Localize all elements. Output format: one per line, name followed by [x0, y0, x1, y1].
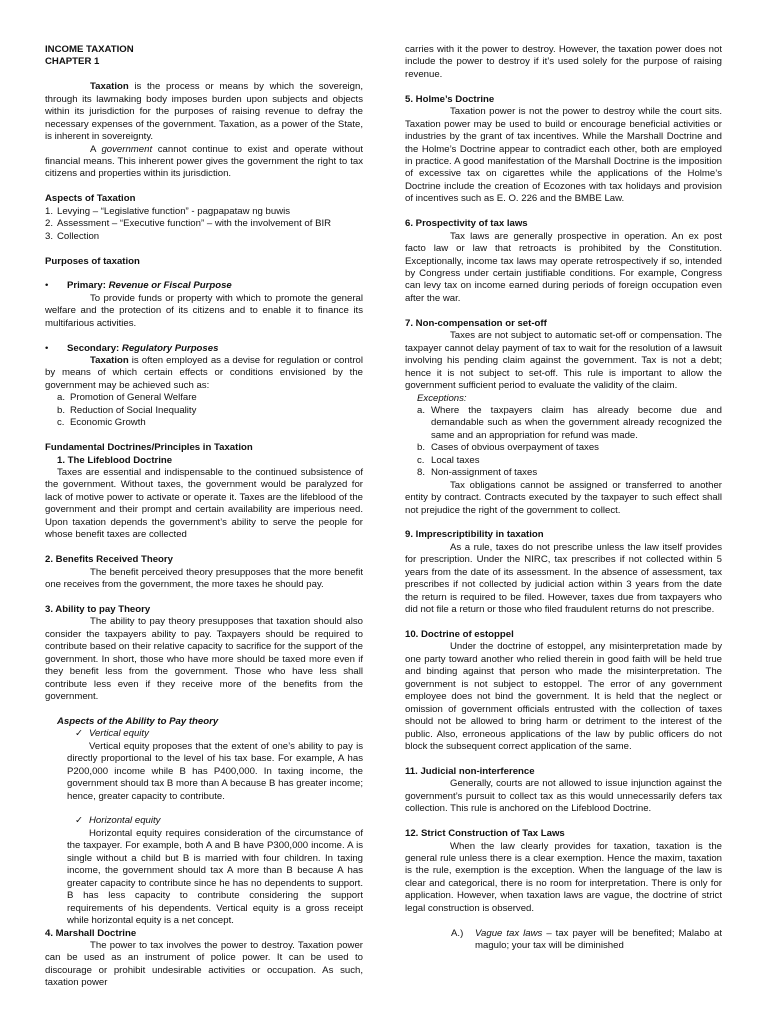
- check-icon: ✓: [75, 728, 84, 740]
- horizontal-equity-text: Horizontal equity requires consideration of the circumstance of the taxpayer. For example, both A and B have P300,000 income. A is single without a child but B is married with four children. In taxing income, the government should tax A more than B because A has greater capacity to contribute since he has no dependents to support. B has less capacity to contribute considering the support requirements of his dependents. Vertical equity is a gross receipt while horizontal equity is a net concept.: [67, 827, 363, 927]
- doctrine-9-heading: 9. Imprescriptibility in taxation: [405, 529, 544, 541]
- right-column: [405, 44, 722, 953]
- doctrine-11-heading: 11. Judicial non-interference: [405, 765, 535, 777]
- list-item: 1. Levying – “Legislative function” - pagpapataw ng buwis: [45, 205, 291, 217]
- list-item: c. Economic Growth: [57, 417, 146, 429]
- vague-tax-laws-item: A.) Vague tax laws – tax payer will be benefited; Malabo at magulo; your tax will be diminished: [451, 927, 722, 952]
- doctrine-2-text: The benefit perceived theory presupposes that the more benefit one receives from the government, the more taxes he should pay.: [45, 566, 363, 591]
- secondary-purpose: • Secondary: Regulatory Purposes: [45, 342, 219, 354]
- list-item: b. Cases of obvious overpayment of taxes: [417, 442, 599, 454]
- doctrine-5-text: Taxation power is not the power to destroy while the court sits. Taxation power may be used to build or encourage beneficial activities or industries by the grant of tax incentives. While the Marshall Doctrine and the Holme’s Doctrine appear to contradict each other, both are employed in practice. A good manifestation of the Marshall Doctrine is the imposition of excessive tax on cigarettes while the applications of the Holme’s Doctrine include the creation of Ecozones with tax holidays and provision of incentives such as E. O. 226 and the BMBE Law.: [405, 106, 722, 205]
- doctrine-3-heading: 3. Ability to pay Theory: [45, 603, 151, 615]
- continuation-text: carries with it the power to destroy. However, the taxation power does not include the power to destroy if it’s used solely for the purpose of raising revenue.: [405, 44, 722, 80]
- bullet-icon: •: [45, 342, 49, 354]
- vertical-equity-label: ✓ Vertical equity: [75, 728, 149, 740]
- chapter-label: CHAPTER 1: [45, 56, 100, 68]
- doctrine-8-text: Tax obligations cannot be assigned or transferred to another entity by contract. Contracts executed by the taxpayer to such effect shall not prejudice the right of the government to collect.: [405, 479, 722, 516]
- primary-text: To provide funds or property with which to promote the general welfare and the protection of its citizens and to enable it to finance its multifarious activities.: [45, 292, 363, 329]
- list-item: b. Reduction of Social Inequality: [57, 404, 197, 416]
- doctrine-11-text: Generally, courts are not allowed to issue injunction against the government’s pursuit to collect tax as this would unnecessarily defers tax collection. This rule is anchored on the Lifeblood Doctrine.: [405, 778, 722, 815]
- doctrine-10-text: Under the doctrine of estoppel, any misinterpretation made by one party toward another who relied therein in good faith will be held true and binding against that person who made the misinterpretation. The government is not subject to estoppel. The error of any government employee does not bind the government. It is held that the neglect or omission of government officials entrusted with the collection of taxes should not be allowed to bring harm or detriment to the interest of the public. Also, erroneous applications of the law by public officers do not block the subsequent correct application of the same.: [405, 641, 722, 753]
- list-item: a. Where the taxpayers claim has already become due and demandable such as when the government already recognized the same and an appropriation for refund was made.: [417, 404, 722, 441]
- doctrines-heading: Fundamental Doctrines/Principles in Taxation: [45, 442, 253, 454]
- doctrine-6-text: Tax laws are generally prospective in operation. An ex post facto law or law that retroacts is prohibited by the Constitution. Exceptionally, income tax laws may operate retrospectively if so, intended by Congress under certain justifiable conditions. For example, Congress can levy tax on income earned during periods of foreign occupation even after the war.: [405, 230, 722, 304]
- doctrine-6-heading: 6. Prospectivity of tax laws: [405, 218, 528, 230]
- exceptions-list: [405, 405, 722, 480]
- paragraph-taxation: Taxation is the process or means by which the sovereign, through its lawmaking body imposes burden upon subjects and objects within its jurisdiction for the purposes of raising revenue to defray the necessary expenses of the government. Taxation, as a power of the State, is inherent in sovereignty.: [45, 81, 363, 143]
- doctrine-1-text: Taxes are essential and indispensable to the continued subsistence of the government. Without taxes, the government would be paralyzed for lack of motive power to activate or operate it. Taxes are the lifeblood of the government and their prompt and certain availability are imperious need. Upon taxation depends the government’s ability to serve the people for whose benefit taxes are collected: [45, 467, 363, 541]
- list-item: a. Promotion of General Welfare: [57, 392, 197, 404]
- doctrine-10-heading: 10. Doctrine of estoppel: [405, 628, 514, 640]
- doctrine-12-heading: 12. Strict Construction of Tax Laws: [405, 828, 565, 840]
- list-item: 8. Non-assignment of taxes: [417, 467, 538, 479]
- bullet-icon: •: [45, 280, 49, 292]
- list-item: 3. Collection: [45, 230, 100, 242]
- primary-purpose: • Primary: Revenue or Fiscal Purpose: [45, 280, 232, 292]
- doctrine-7-text: Taxes are not subject to automatic set-off or compensation. The taxpayer cannot delay payment of tax to wait for the resolution of a lawsuit involving his pending claim against the government. Tax is not a debt; hence it is not subject to set-off. This rule is important to allow the government sufficient period to evaluate the validity of the claim.: [405, 330, 722, 392]
- doctrine-1-heading: 1. The Lifeblood Doctrine: [57, 454, 173, 466]
- doctrine-4-heading: 4. Marshall Doctrine: [45, 927, 137, 939]
- paragraph-government: A government cannot continue to exist and operate without financial means. This inherent power gives the government the right to tax citizens and properties within its jurisdiction.: [45, 143, 363, 180]
- list-item: 2. Assessment – “Executive function” – with the involvement of BIR: [45, 218, 332, 230]
- vertical-equity-text: Vertical equity proposes that the extent of one’s ability to pay is directly proportional to the level of his tax base. For example, A has P200,000 income while B has P400,000. In taxing income, the government should tax B more than A because B has greater income; hence, greater capacity to contribute.: [67, 740, 363, 802]
- aspects-heading: Aspects of Taxation: [45, 193, 136, 205]
- doctrine-4-text: The power to tax involves the power to destroy. Taxation power can be used as an instrument of police power. It can be used to discourage or prohibit undesirable activities or occupation. As such, taxation power: [45, 940, 363, 989]
- secondary-list: [45, 392, 363, 429]
- horizontal-equity-label: ✓ Horizontal equity: [75, 815, 161, 827]
- left-column: [45, 44, 363, 990]
- doctrine-5-heading: 5. Holme’s Doctrine: [405, 93, 495, 105]
- doctrine-2-heading: 2. Benefits Received Theory: [45, 554, 173, 566]
- doctrine-3-text: The ability to pay theory presupposes that taxation should also consider the taxpayers ability to pay. Taxpayers should be required to contribute based on their relative capacity to sacrifice for the support of the government. In short, those who have more should be taxed more even if they benefit less from the government. Those who have less shall contribute less even if they receive more of the benefits from the government.: [45, 616, 363, 703]
- aspects-list: [45, 206, 363, 243]
- exceptions-label: Exceptions:: [417, 392, 467, 404]
- check-icon: ✓: [75, 815, 84, 827]
- doc-title: INCOME TAXATION: [45, 44, 134, 55]
- ability-aspects-heading: Aspects of the Ability to Pay theory: [57, 715, 219, 727]
- secondary-text: Taxation is often employed as a devise for regulation or control by means of which certain effects or conditions envisioned by the government may be achieved such as:: [45, 355, 363, 391]
- purposes-heading: Purposes of taxation: [45, 255, 140, 267]
- doctrine-12-text: When the law clearly provides for taxation, taxation is the general rule unless there is a clear exemption. Hence the maxim, taxation is the rule, exemption is the exception. When the language of the law is clear and categorical, there is no room for interpretation. There is only for application. However, when taxation laws are vague, the doctrine of strict legal construction is observed.: [405, 840, 722, 914]
- doctrine-7-heading: 7. Non-compensation or set-off: [405, 317, 547, 329]
- doctrine-9-text: As a rule, taxes do not prescribe unless the law itself provides for prescription. Under the NIRC, tax prescribes if not collected within 5 years from the date of its assessment. In the absence of assessment, tax prescribes if not collected by judicial action within 3 years from the date the return is required to be filed. However, taxes due from taxpayers who did not file a return or those who filed fraudulent returns do not prescribe.: [405, 541, 722, 616]
- list-item: c. Local taxes: [417, 454, 480, 466]
